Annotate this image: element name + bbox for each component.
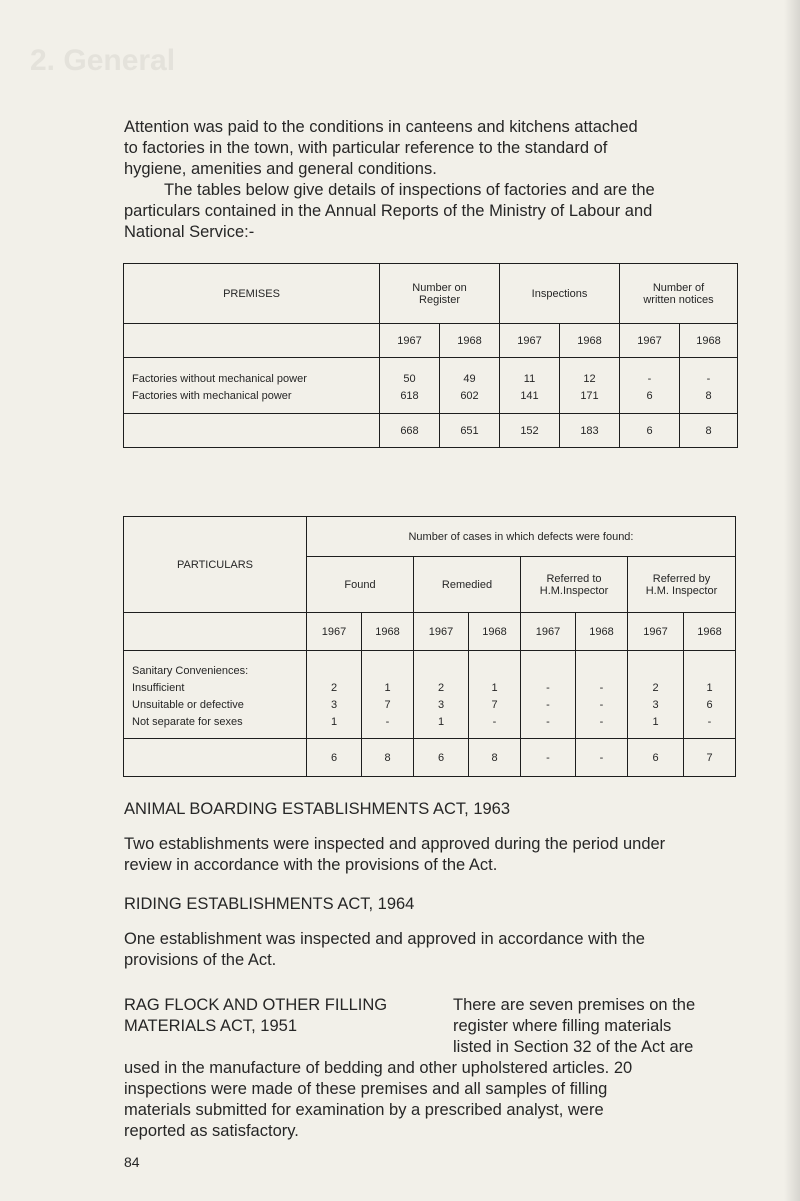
page-edge-shadow: [784, 0, 800, 1201]
row-label: Not separate for sexes: [132, 716, 243, 728]
data-cell: 50 618: [380, 358, 440, 414]
total-cell: -: [576, 739, 628, 777]
year-cell: 1967: [500, 324, 560, 358]
rag-heading: RAG FLOCK AND OTHER FILLING MATERIALS ACT, 1951: [124, 996, 388, 1035]
data-cell: - - -: [576, 651, 628, 739]
rag-line: register where filling materials: [453, 1017, 672, 1035]
year-row-spacer: [124, 613, 307, 651]
data-cell: 1 7 -: [469, 651, 521, 739]
riding-heading: RIDING ESTABLISHMENTS ACT, 1964: [124, 895, 415, 913]
notices-header: Number of written notices: [620, 264, 738, 324]
total-cell: 7: [684, 739, 736, 777]
group-label: Sanitary Conveniences:: [132, 665, 249, 677]
rag-line: used in the manufacture of bedding and other upholstered articles. 20: [124, 1059, 633, 1077]
register-header: Number on Register: [380, 264, 500, 324]
year-cell: 1968: [684, 613, 736, 651]
intro-paragraph: [124, 117, 744, 243]
rag-side-paragraph: [453, 995, 753, 1058]
total-cell: -: [521, 739, 576, 777]
defects-table: [123, 516, 736, 777]
data-cell: 1 6 -: [684, 651, 736, 739]
intro-line: to factories in the town, with particular reference to the standard of: [124, 139, 608, 157]
year-cell: 1967: [620, 324, 680, 358]
year-cell: 1967: [380, 324, 440, 358]
animal-line: review in accordance with the provisions of the Act.: [124, 856, 498, 874]
totals-spacer: [124, 414, 380, 448]
total-cell: 6: [628, 739, 684, 777]
row-label: Factories with mechanical power: [132, 390, 292, 402]
year-cell: 1968: [680, 324, 738, 358]
rag-line: materials submitted for examination by a prescribed analyst, were: [124, 1101, 604, 1119]
rag-line: listed in Section 32 of the Act are: [453, 1038, 694, 1056]
data-cell: - 6: [620, 358, 680, 414]
referred-to-header: Referred to H.M.Inspector: [521, 557, 628, 613]
year-cell: 1968: [362, 613, 414, 651]
referred-by-header: Referred by H.M. Inspector: [628, 557, 736, 613]
total-cell: 6: [620, 414, 680, 448]
animal-line: Two establishments were inspected and approved during the period under: [124, 835, 666, 853]
intro-line: particulars contained in the Annual Reports of the Ministry of Labour and: [124, 202, 653, 220]
total-cell: 668: [380, 414, 440, 448]
rag-line: reported as satisfactory.: [124, 1122, 299, 1140]
premises-table: [123, 263, 738, 448]
animal-heading: ANIMAL BOARDING ESTABLISHMENTS ACT, 1963: [124, 800, 511, 818]
data-cell: 1 7 -: [362, 651, 414, 739]
particulars-labels: [124, 651, 307, 739]
defects-main-header: Number of cases in which defects were found:: [307, 517, 736, 557]
intro-line: National Service:-: [124, 223, 255, 241]
year-cell: 1967: [521, 613, 576, 651]
background-heading: 2. General: [30, 44, 176, 77]
data-cell: - - -: [521, 651, 576, 739]
intro-line: The tables below give details of inspections of factories and are the: [164, 181, 655, 199]
page-number: 84: [124, 1154, 140, 1170]
total-cell: 183: [560, 414, 620, 448]
total-cell: 8: [469, 739, 521, 777]
animal-paragraph: [124, 834, 744, 876]
riding-paragraph: [124, 929, 744, 971]
rag-line: There are seven premises on the: [453, 996, 696, 1014]
row-label: Unsuitable or defective: [132, 699, 244, 711]
particulars-header: PARTICULARS: [124, 517, 307, 613]
data-cell: - 8: [680, 358, 738, 414]
rag-line: inspections were made of these premises and all samples of filling: [124, 1080, 608, 1098]
data-cell: 2 3 1: [628, 651, 684, 739]
total-cell: 152: [500, 414, 560, 448]
found-header: Found: [307, 557, 414, 613]
intro-line: hygiene, amenities and general conditions.: [124, 160, 437, 178]
row-label: Factories without mechanical power: [132, 373, 307, 385]
riding-line: provisions of the Act.: [124, 951, 277, 969]
riding-line: One establishment was inspected and approved in accordance with the: [124, 930, 645, 948]
totals-spacer: [124, 739, 307, 777]
data-cell: 2 3 1: [307, 651, 362, 739]
year-cell: 1968: [469, 613, 521, 651]
data-cell: 2 3 1: [414, 651, 469, 739]
row-label: Insufficient: [132, 682, 185, 694]
year-cell: 1968: [440, 324, 500, 358]
year-cell: 1967: [628, 613, 684, 651]
year-cell: 1968: [576, 613, 628, 651]
year-cell: 1967: [307, 613, 362, 651]
data-cell: 49 602: [440, 358, 500, 414]
remedied-header: Remedied: [414, 557, 521, 613]
premises-header: PREMISES: [124, 264, 380, 324]
year-cell: 1967: [414, 613, 469, 651]
inspections-header: Inspections: [500, 264, 620, 324]
total-cell: 6: [414, 739, 469, 777]
total-cell: 8: [362, 739, 414, 777]
premises-labels: [124, 358, 380, 414]
year-cell: 1968: [560, 324, 620, 358]
rag-paragraph: [124, 1058, 744, 1142]
total-cell: 6: [307, 739, 362, 777]
total-cell: 8: [680, 414, 738, 448]
year-row-spacer: [124, 324, 380, 358]
data-cell: 12 171: [560, 358, 620, 414]
total-cell: 651: [440, 414, 500, 448]
intro-line: Attention was paid to the conditions in canteens and kitchens attached: [124, 118, 638, 136]
data-cell: 11 141: [500, 358, 560, 414]
